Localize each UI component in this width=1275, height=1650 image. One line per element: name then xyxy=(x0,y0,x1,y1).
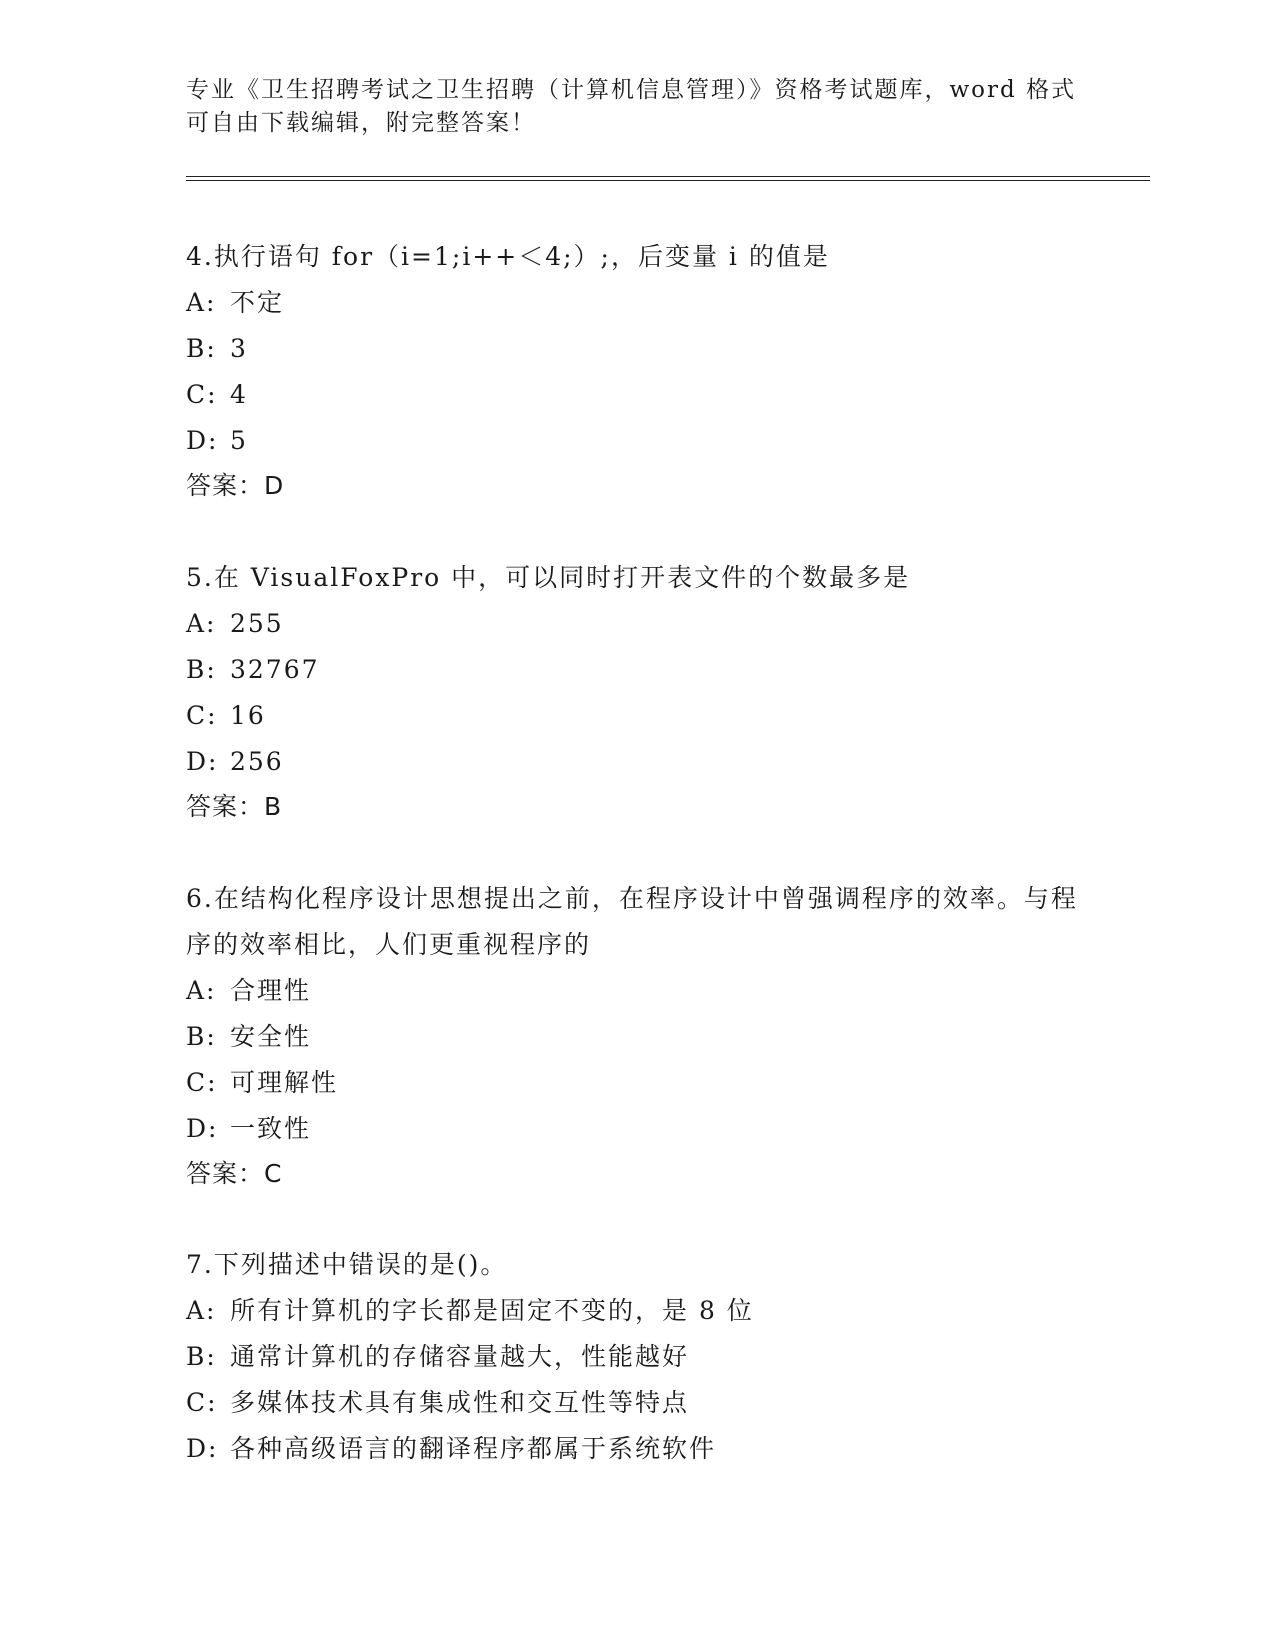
option-text: 所有计算机的字长都是固定不变的，是 8 位 xyxy=(230,1296,754,1325)
answer-line: 答案：B xyxy=(186,792,283,821)
option-c xyxy=(186,1060,1086,1106)
question-stem: 6.在结构化程序设计思想提出之前，在程序设计中曾强调程序的效率。与程序的效率相比，人们更重视程序的 xyxy=(186,884,1078,959)
question-5 xyxy=(186,555,1086,829)
question-stem: 4.执行语句 for（i=1;i++＜4;）;，后变量 i 的值是 xyxy=(186,242,830,271)
question-6 xyxy=(186,876,1086,1196)
option-letter: B: xyxy=(186,655,217,684)
option-letter: C: xyxy=(186,380,218,409)
option-letter: B: xyxy=(186,1342,217,1371)
option-text: 16 xyxy=(230,701,266,730)
option-text: 合理性 xyxy=(230,976,312,1005)
option-text: 255 xyxy=(230,609,284,638)
option-b xyxy=(186,326,1086,372)
option-text: 32767 xyxy=(230,655,320,684)
option-letter: B: xyxy=(186,334,217,363)
option-b xyxy=(186,647,1086,693)
option-letter: D: xyxy=(186,747,219,776)
answer-line: 答案：D xyxy=(186,471,285,500)
answer-line: 答案：C xyxy=(186,1159,283,1188)
question-7 xyxy=(186,1242,1086,1472)
option-letter: C: xyxy=(186,701,218,730)
option-c xyxy=(186,372,1086,418)
option-c xyxy=(186,693,1086,739)
option-b xyxy=(186,1334,1086,1380)
option-text: 不定 xyxy=(230,288,285,317)
option-text: 3 xyxy=(230,334,248,363)
option-text: 多媒体技术具有集成性和交互性等特点 xyxy=(230,1388,690,1417)
option-text: 一致性 xyxy=(230,1114,312,1143)
option-letter: C: xyxy=(186,1068,218,1097)
question-stem: 7.下列描述中错误的是()。 xyxy=(186,1250,508,1279)
header-divider xyxy=(186,176,1150,181)
header-title-line-2: 可自由下载编辑，附完整答案！ xyxy=(186,110,536,136)
option-text: 256 xyxy=(230,747,284,776)
option-text: 安全性 xyxy=(230,1022,312,1051)
option-b xyxy=(186,1014,1086,1060)
option-a xyxy=(186,280,1086,326)
option-text: 5 xyxy=(230,426,248,455)
option-letter: D: xyxy=(186,1434,219,1463)
option-d xyxy=(186,1426,1086,1472)
header-title-line-1: 专业《卫生招聘考试之卫生招聘（计算机信息管理）》资格考试题库，word 格式 xyxy=(186,77,1077,103)
option-text: 通常计算机的存储容量越大，性能越好 xyxy=(230,1342,690,1371)
option-letter: A: xyxy=(186,609,217,638)
option-d xyxy=(186,418,1086,464)
option-letter: C: xyxy=(186,1388,218,1417)
option-text: 4 xyxy=(230,380,248,409)
option-letter: A: xyxy=(186,288,217,317)
option-a xyxy=(186,1288,1086,1334)
option-letter: D: xyxy=(186,426,219,455)
question-stem: 5.在 VisualFoxPro 中，可以同时打开表文件的个数最多是 xyxy=(186,563,911,592)
option-letter: A: xyxy=(186,976,217,1005)
option-letter: A: xyxy=(186,1296,217,1325)
option-text: 可理解性 xyxy=(230,1068,339,1097)
option-text: 各种高级语言的翻译程序都属于系统软件 xyxy=(230,1434,717,1463)
document-header xyxy=(186,74,1086,140)
question-4 xyxy=(186,234,1086,508)
option-a xyxy=(186,601,1086,647)
option-d xyxy=(186,739,1086,785)
option-c xyxy=(186,1380,1086,1426)
option-letter: B: xyxy=(186,1022,217,1051)
option-letter: D: xyxy=(186,1114,219,1143)
option-d xyxy=(186,1106,1086,1152)
option-a xyxy=(186,968,1086,1014)
